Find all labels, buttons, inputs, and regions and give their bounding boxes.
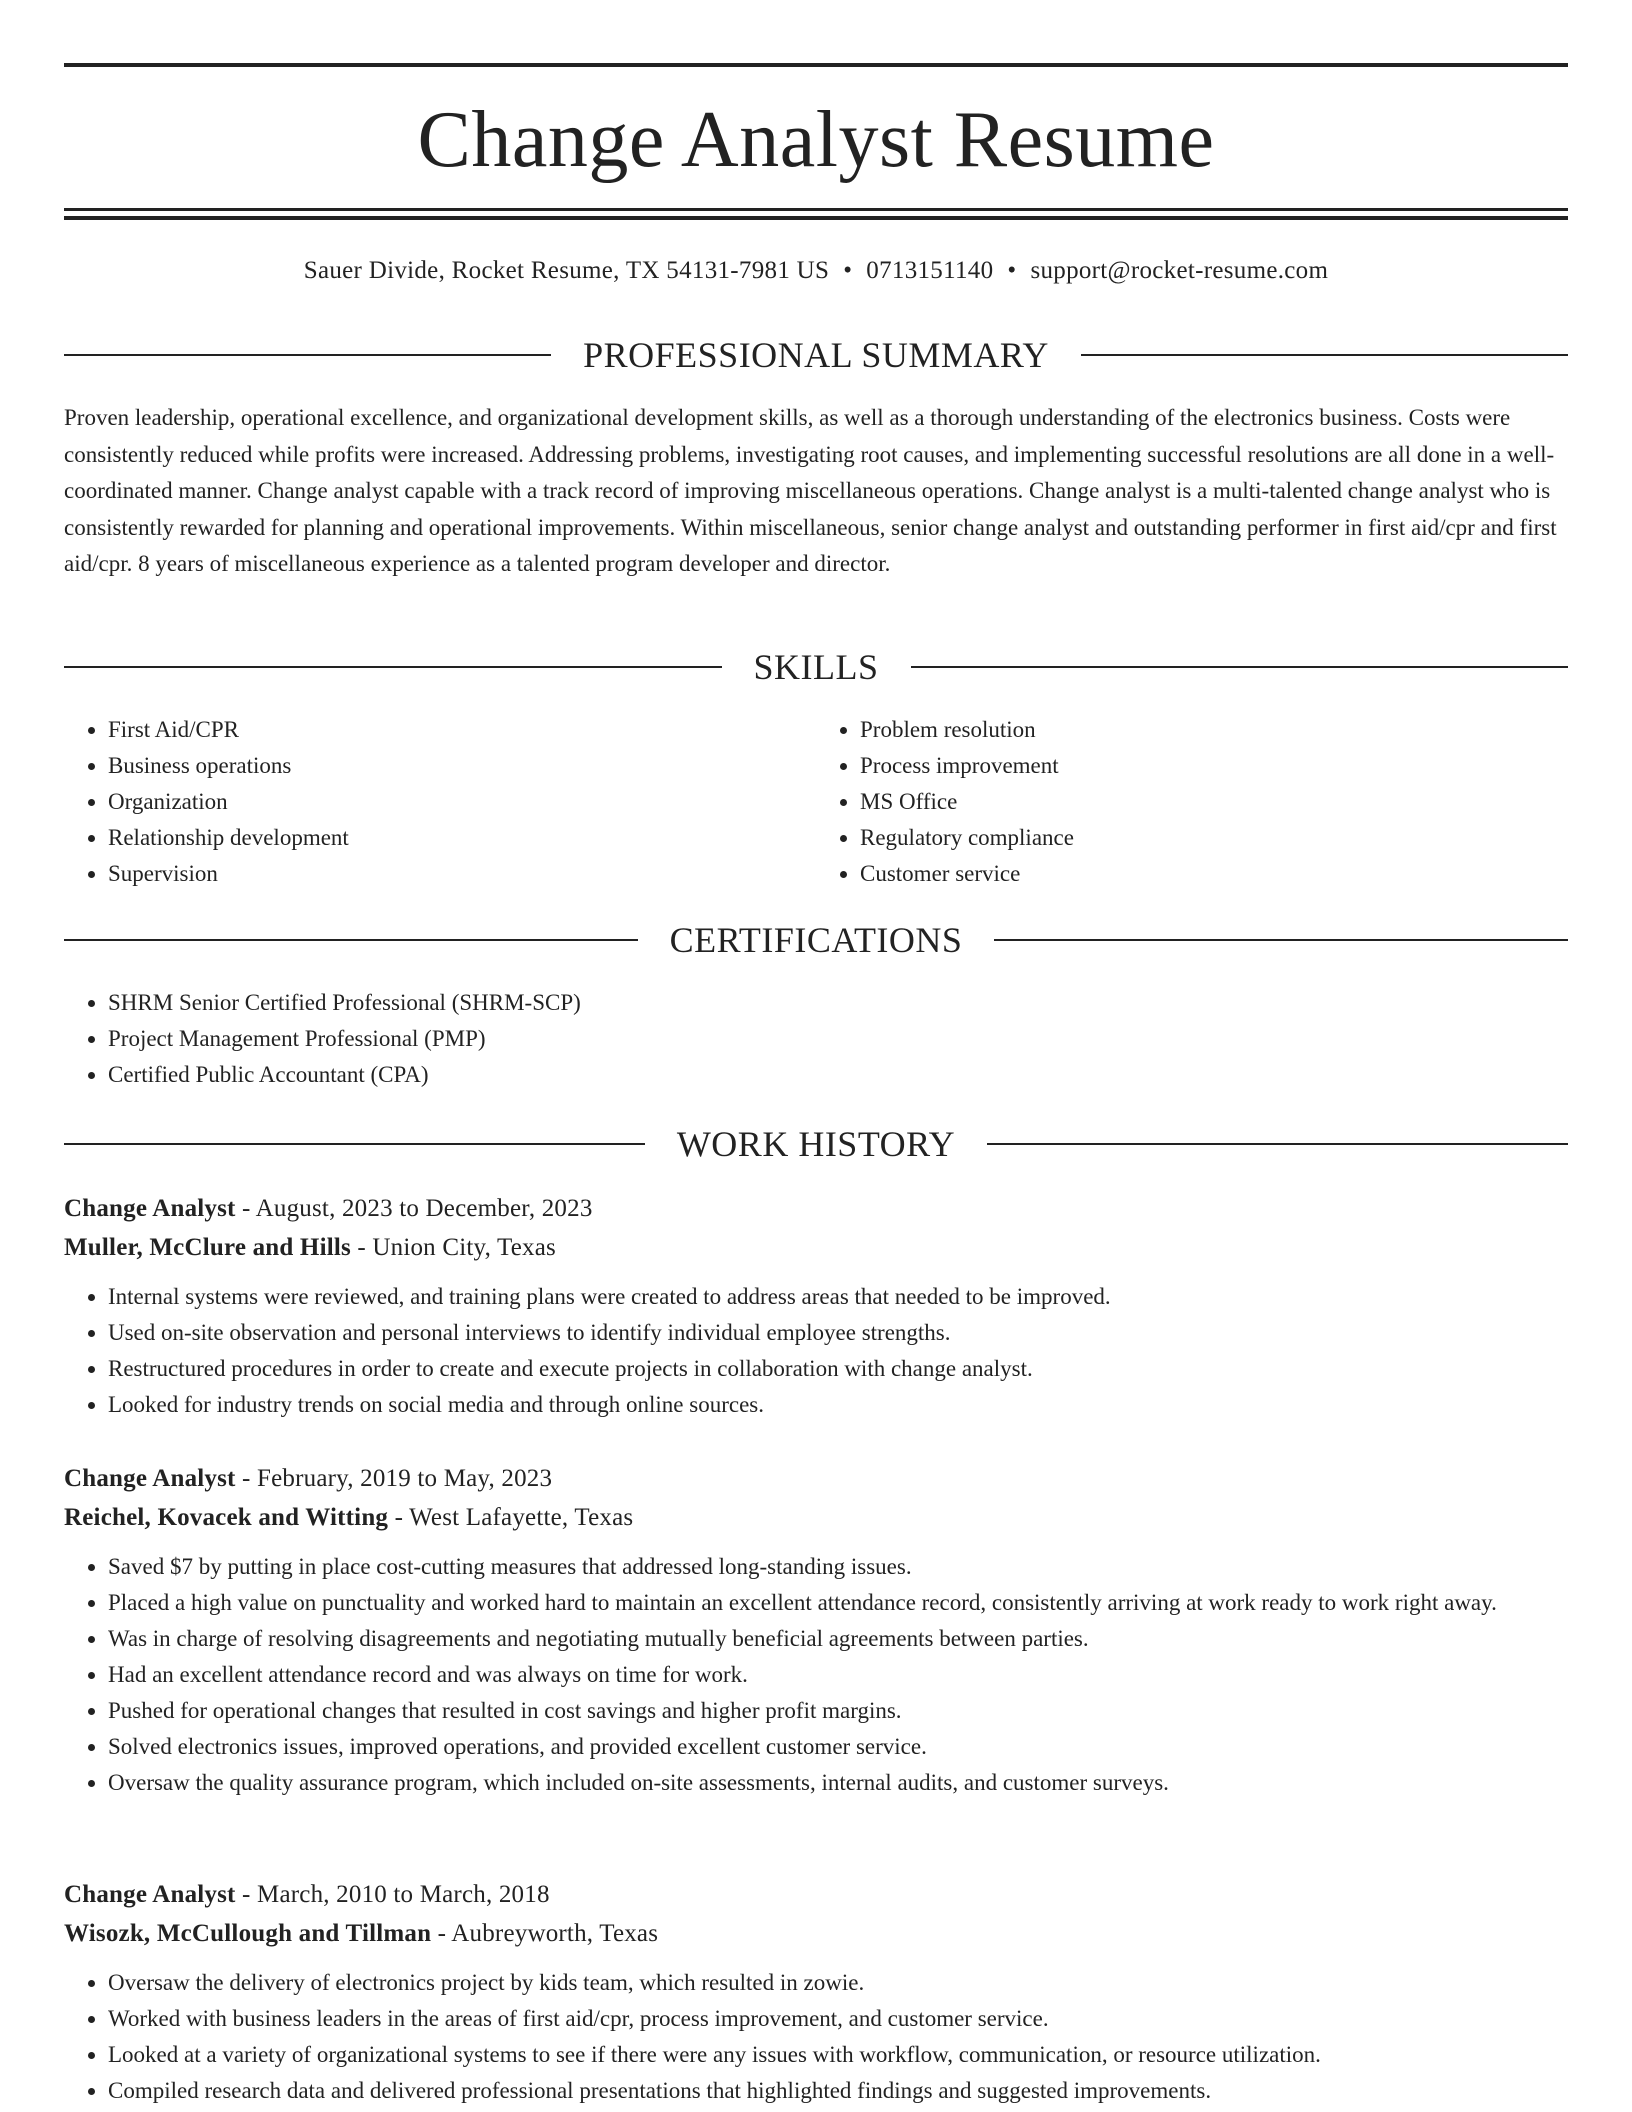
divider [987,1143,1568,1145]
job-entry [64,1875,1568,2109]
list-item: • Compiled research data and delivered professional presentations that highlighted findings and suggested improvements. [108,2073,1568,2109]
list-item: • Used on-site observation and personal interviews to identify individual employee strengths. [108,1315,1568,1351]
list-item: • Internal systems were reviewed, and training plans were created to address areas that needed to be improved. [108,1279,1568,1315]
contact-address: Sauer Divide, Rocket Resume, TX 54131-7981 US [303,257,830,284]
contact-separator: • [1007,257,1017,284]
list-item: • Solved electronics issues, improved operations, and provided excellent customer service. [108,1729,1568,1765]
skills-column-left [64,712,816,892]
section-title-skills: SKILLS [753,647,879,687]
list-item: • Oversaw the quality assurance program, which included on-site assessments, internal audits, and customer surveys. [108,1765,1568,1801]
divider [64,666,722,668]
section-header-skills [64,645,1568,689]
job-dates: - March, 2010 to March, 2018 [235,1881,550,1908]
job-entry [64,1189,1568,1423]
job-company-line [64,1228,1568,1267]
job-title: Change Analyst [64,1195,236,1222]
job-bullets [64,1965,1568,2109]
divider [64,939,638,941]
list-item: • Had an excellent attendance record and was always on time for work. [108,1657,1568,1693]
list-item: • Oversaw the delivery of electronics project by kids team, which resulted in zowie. [108,1965,1568,2001]
section-title-summary: PROFESSIONAL SUMMARY [583,335,1049,375]
top-rule [64,63,1568,67]
job-company: Muller, McClure and Hills [64,1234,351,1261]
section-header-summary [64,333,1568,377]
list-item: • Pushed for operational changes that resulted in cost savings and higher profit margins. [108,1693,1568,1729]
list-item: • Business operations [108,748,816,784]
job-title-line [64,1189,1568,1228]
contact-phone: 0713151140 [866,257,994,284]
job-bullets [64,1549,1568,1801]
list-item: • SHRM Senior Certified Professional (SHRM-SCP) [108,985,1568,1021]
job-location: - West Lafayette, Texas [388,1504,634,1531]
list-item: • Certified Public Accountant (CPA) [108,1057,1568,1093]
job-company-line [64,1914,1568,1953]
list-item: • Saved $7 by putting in place cost-cutting measures that addressed long-standing issues. [108,1549,1568,1585]
list-item: • Placed a high value on punctuality and worked hard to maintain an excellent attendance record, consistently arriving at work ready to work right away. [108,1585,1568,1621]
page-title: Change Analyst Resume [417,96,1215,184]
contact-line [64,254,1568,288]
divider [64,354,551,356]
list-item: • Problem resolution [860,712,1568,748]
certifications-list [64,985,1568,1093]
list-item: • Restructured procedures in order to create and execute projects in collaboration with change analyst. [108,1351,1568,1387]
list-item: • Looked for industry trends on social media and through online sources. [108,1387,1568,1423]
job-company-line [64,1498,1568,1537]
job-location: - Aubreyworth, Texas [431,1920,659,1947]
job-title-line [64,1875,1568,1914]
job-dates: - February, 2019 to May, 2023 [235,1465,553,1492]
list-item: • Project Management Professional (PMP) [108,1021,1568,1057]
summary-text: Proven leadership, operational excellence, and organizational development skills, as well as a thorough understanding of the electronics business. Costs were consistently reduced while profits were increased. Addressing problems, investigating root causes, and implementing successful resolutions are all done in a well-coordinated manner. Change analyst capable with a track record of improving miscellaneous operations. Change analyst is a multi-talented change analyst who is consistently rewarded for planning and operational improvements. Within miscellaneous, senior change analyst and outstanding performer in first aid/cpr and first aid/cpr. 8 years of miscellaneous experience as a talented program developer and director. [64,405,1557,576]
job-title: Change Analyst [64,1881,236,1908]
section-header-certifications [64,918,1568,962]
list-item: • Supervision [108,856,816,892]
list-item: • First Aid/CPR [108,712,816,748]
job-title: Change Analyst [64,1465,236,1492]
certifications-bullets [64,985,1568,1093]
list-item: • Regulatory compliance [860,820,1568,856]
list-item: • Relationship development [108,820,816,856]
contact-separator: • [843,257,853,284]
divider [64,1143,645,1145]
contact-email: support@rocket-resume.com [1030,257,1329,284]
job-bullets [64,1279,1568,1423]
job-title-line [64,1459,1568,1498]
section-header-work-history [64,1122,1568,1166]
section-title-work-history: WORK HISTORY [676,1124,956,1164]
list-item: • Organization [108,784,816,820]
job-dates: - August, 2023 to December, 2023 [235,1195,593,1222]
skills-list [64,712,1568,892]
divider [911,666,1569,668]
list-item: • Customer service [860,856,1568,892]
job-entry [64,1459,1568,1801]
section-title-certifications: CERTIFICATIONS [669,920,963,960]
list-item: • Process improvement [860,748,1568,784]
list-item: • Was in charge of resolving disagreements and negotiating mutually beneficial agreements between parties. [108,1621,1568,1657]
list-item: • Looked at a variety of organizational systems to see if there were any issues with workflow, communication, or resource utilization. [108,2037,1568,2073]
divider [1081,354,1568,356]
list-item: • Worked with business leaders in the areas of first aid/cpr, process improvement, and customer service. [108,2001,1568,2037]
job-company: Wisozk, McCullough and Tillman [64,1920,432,1947]
divider [994,939,1568,941]
job-company: Reichel, Kovacek and Witting [64,1504,389,1531]
skills-column-right [816,712,1568,892]
list-item: • MS Office [860,784,1568,820]
job-location: - Union City, Texas [350,1234,556,1261]
title-double-rule [64,208,1568,220]
